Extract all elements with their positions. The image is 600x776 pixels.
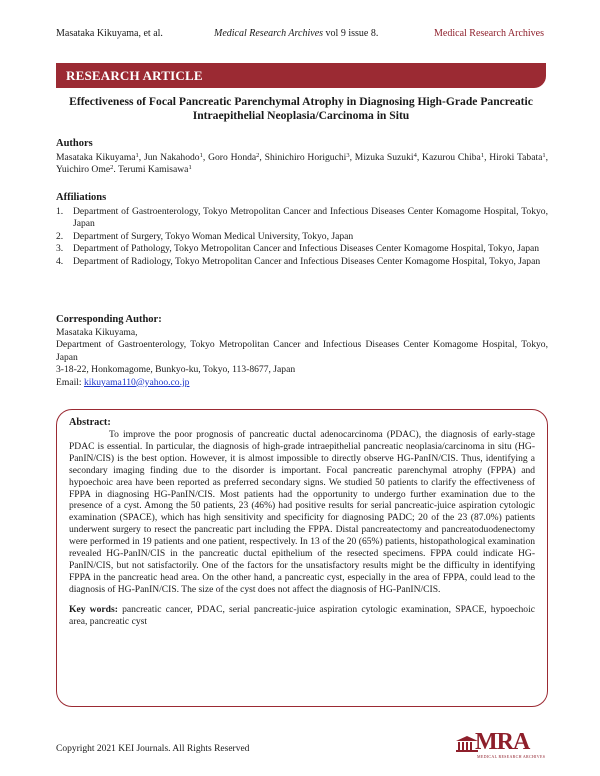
corresponding-address: 3-18-22, Honkomagome, Bunkyo-ku, Tokyo, 113-8677, Japan [56,364,296,376]
affiliation-number: 1. [56,206,64,217]
author-affiliation-sup: 4 [413,152,417,159]
author-name: Hiroki Tabata [489,152,543,163]
email-link[interactable]: kikuyama110@yahoo.co.jp [83,376,190,388]
corresponding-name: Masataka Kikuyama, [56,327,138,338]
keywords [69,604,535,628]
abstract-text: To improve the poor prognosis of pancreatic ductal adenocarcinoma (PDAC), the diagnosis of early-stage PDAC is essential. In particular, the diagnosis of high-grade intraepithelial pancreatic neoplasia/carcinoma in situ (HG-PanIN/CIS) is the best option. However, it is almost impossible to directly observe HG-PanIN/CIS. Thus, identifying a secondary imaging finding due to the disorder is important. Focal pancreatic parenchymal atrophy (FPPA) and hypoechoic area have been reported as preferred secondary signs. We studied 50 patients to clarify the effectiveness of FPPA in diagnosing HG-PanIN/CIS. Most patients had the opportunity to undergo further examination due to the presence of a cyst. Among the 50 patients, 23 (46%) had positive results for serial pancreatic-juice aspiration cytologic examination (SPACE), which has high sensitivity and specificity for diagnosing PADC; 20 of the 23 (87.0%) patients underwent surgery to resect the pancreatic part including the FPPA. Distal pancreatectomy and pancreatoduodenectomy were performed in 19 patients and one patient, respectively. In 13 of the 20 (65%) patients, histopathological examination revealed HG-PanIN/CIS in the pancreatic ductal epithelium of the resected specimens. FPPA could indicate HG-PanIN/CIS, but not satisfactorily. One of the factors for the unsatisfactory results might be the difficulty in identifying FPPA in the pancreatic head area. On the other hand, a pancreatic cyst, especially in the area of FPPA, could lead to the diagnosis of HG-PanIN/CIS. The size of the cyst does not affect the diagnosis of HG-PanIN/CIS. [69,429,535,595]
author-affiliation-sup: 1 [199,152,203,159]
author-name: Goro Honda [208,152,257,163]
affiliation-text: Department of Surgery, Tokyo Woman Medical University, Tokyo, Japan [73,230,354,242]
affiliation-item [56,256,548,268]
author-affiliation-sup: 1 [188,164,192,172]
affiliation-number: 4. [56,255,64,267]
author-affiliation-sup: 1 [542,152,546,159]
author-name: Masataka Kikuyama [56,152,136,163]
running-head-journal [214,28,378,39]
authors-heading: Authors [56,138,93,149]
author-affiliation-sup: 1 [480,152,485,159]
running-head-journal-name: Medical Research Archives [214,28,324,39]
affiliations-heading: Affiliations [56,192,107,203]
corresponding-heading: Corresponding Author: [56,314,162,325]
author-affiliation-sup: 3 [346,152,350,159]
running-head-volume: vol 9 issue 8. [325,28,379,39]
running-head [56,28,544,42]
author-affiliation-sup: 2 [256,152,260,159]
author-name: Yuichiro Ome [56,164,111,176]
paper-title: Effectiveness of Focal Pancreatic Parenchymal Atrophy in Diagnosing High-Grade Pancreatic Intraepithelial Neoplasia/Carcinoma in Situ [69,95,533,122]
affiliation-text: Department of Gastroenterology, Tokyo Metropolitan Cancer and Infectious Diseases Center Komagome Hospital, Tokyo, Japan [73,206,548,230]
author-name: Kazurou Chiba [422,152,481,163]
author-name: Shinichiro Horiguchi [264,152,347,163]
email-label: Email: [56,376,82,388]
affiliation-number: 2. [56,230,64,242]
corresponding-department: Department of Gastroenterology, Tokyo Metropolitan Cancer and Infectious Diseases Center Komagome Hospital, Tokyo, Japan [56,339,548,363]
corresponding-block [56,327,548,389]
mra-logo [455,729,546,760]
logo-subtitle: MEDICAL RESEARCH ARCHIVES [477,754,546,759]
running-head-author: Masataka Kikuyama, et al. [56,28,163,39]
running-head-brand: Medical Research Archives [434,28,544,39]
author-name: Jun Nakahodo [144,152,200,163]
affiliation-text: Department of Pathology, Tokyo Metropolitan Cancer and Infectious Diseases Center Komagome Hospital, Tokyo, Japan [73,243,540,255]
author-name: Mizuka Suzuki [354,152,414,163]
author-name: Terumi Kamisawa [117,164,189,176]
affiliation-number: 3. [56,243,64,255]
affiliations-list [56,206,548,268]
article-type-banner: RESEARCH ARTICLE [56,63,546,88]
keywords-text: pancreatic cancer, PDAC, serial pancreatic-juice aspiration cytologic examination, SPACE, hypoechoic area, pancreatic cyst [69,603,535,627]
author-affiliation-sup: 2 [110,164,114,172]
affiliation-text: Department of Radiology, Tokyo Metropolitan Cancer and Infectious Diseases Center Komagome Hospital, Tokyo, Japan [73,255,541,267]
logo-text: MRA [475,729,530,755]
author-affiliation-sup: 1 [135,152,139,159]
abstract-box [56,409,548,707]
corresponding-email-row [56,377,548,389]
affiliation-item [56,243,548,255]
affiliation-item [56,206,548,231]
affiliation-item [56,231,548,243]
abstract-heading: Abstract: [69,417,111,428]
keywords-label: Key words: [69,603,118,615]
authors-list: Masataka Kikuyama$^1$, Jun Nakahodo$^1$, Goro Honda$^2$, Shinichiro Horiguchi$^3$, Mizuka Suzuki$^4$, Kazurou Chiba$^1$, Hiroki Tabata$^1$, Yuichiro Ome$^2$. Terumi Kamisawa$^1$ [56,152,549,176]
copyright-footer: Copyright 2021 KEI Journals. All Rights Reserved [56,744,250,754]
